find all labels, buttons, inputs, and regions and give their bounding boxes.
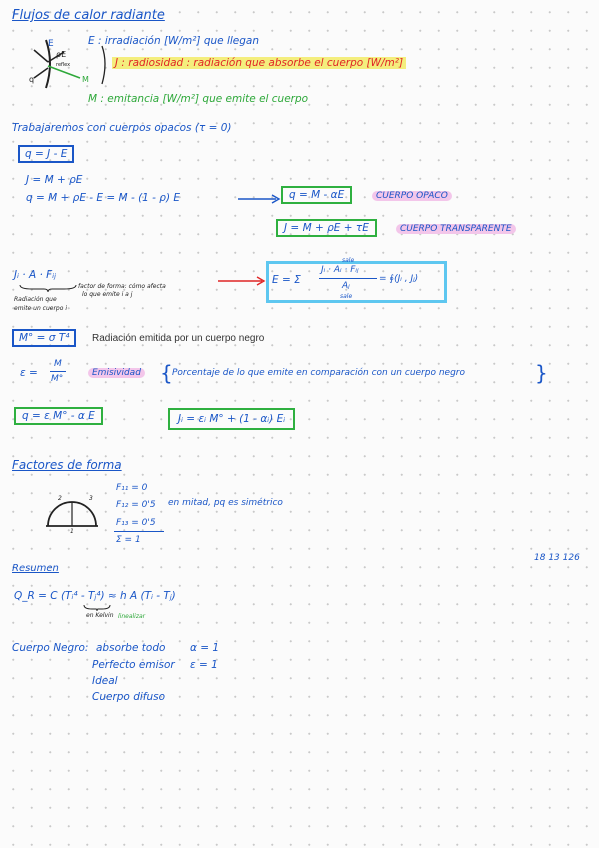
blackbody-list-label: Cuerpo Negro:	[12, 642, 89, 654]
J-transparent: J = M + ρE + τE	[276, 219, 377, 237]
diagram-label-q: q	[29, 75, 35, 84]
emiss-den: M°	[51, 374, 64, 384]
E-sum: E = Σ	[272, 274, 301, 286]
region-label-1: 1	[70, 528, 74, 535]
under-denominator: sale	[340, 293, 353, 300]
opaque-tag: CUERPO OPACO	[372, 191, 452, 201]
brace-open-icon: {	[160, 361, 173, 385]
factor-sum: Σ = 1	[116, 535, 141, 545]
emittance-def: M : emitancia [W/m²] que emite el cuerpo	[88, 93, 309, 105]
summary-heading: Resumen	[12, 563, 59, 574]
over-numerator: sale	[342, 257, 355, 264]
blackbody-item-1: absorbe todo	[96, 642, 166, 654]
arrow-icon	[236, 193, 282, 205]
fraction-bar	[319, 278, 377, 279]
emissivity-description: Porcentaje de lo que emite en comparación con un cuerpo negro	[172, 368, 465, 378]
view-note-4: emite un cuerpo i	[14, 305, 67, 312]
sum-denominator: Aⱼ	[342, 281, 350, 291]
page-title: Flujos de calor radiante	[12, 8, 165, 23]
radiosity-def	[112, 57, 406, 69]
brace-icon	[18, 284, 78, 292]
view-factor-box	[266, 257, 447, 303]
region-label-2: 2	[58, 495, 62, 502]
blackbody-formula: M° = σ T⁴	[12, 329, 76, 347]
underbrace-icon	[82, 604, 112, 612]
view-rhs: = ∮(Jᵢ , Jⱼ)	[379, 274, 419, 284]
diagram-label-rhoE: ρE	[56, 50, 67, 59]
brace-close-icon: }	[535, 361, 548, 385]
q-definition: q = J - E	[18, 145, 74, 163]
emiss-bar	[50, 371, 66, 372]
blackbody-value-2: ε = 1	[190, 659, 218, 671]
irradiation-def: E : irradiación [W/m²] que llegan	[88, 35, 260, 47]
q-opaque: q = M - αE	[281, 186, 352, 204]
view-note-2: lo que emite i a j	[82, 291, 133, 298]
diagram-label-M: M	[82, 75, 89, 84]
J-final: Jᵢ = εᵢ M° + (1 - αᵢ) Eᵢ	[168, 408, 295, 430]
view-note-3: Radiación que	[14, 296, 57, 303]
region-label-3: 3	[89, 495, 93, 502]
emissivity-eq: ε =	[20, 367, 38, 379]
reference-number: 18 13 126	[534, 553, 580, 563]
radiosity-text: J : radiosidad : radiación que absorbe el cuerpo [W/m²]	[112, 57, 406, 69]
transparent-tag: CUERPO TRANSPARENTE	[396, 224, 516, 234]
view-note-1: factor de forma: cómo afecta	[78, 283, 166, 290]
radiation-diagram	[24, 38, 114, 98]
summary-note-kelvin: en Kelvin	[86, 612, 114, 619]
factor-f11: F₁₁ = 0	[116, 483, 148, 493]
factor-f13: F₁₃ = 0'5	[116, 518, 156, 528]
diagram-label-refl: reflex	[56, 62, 71, 68]
q-final: q = ε M° - α E	[14, 407, 103, 425]
sum-line	[114, 531, 164, 532]
emissivity-tag: Emisividad	[88, 368, 145, 378]
blackbody-item-4: Cuerpo difuso	[92, 691, 166, 703]
blackbody-item-2: Perfecto emisor	[92, 659, 175, 671]
summary-note-linearize: linealizar	[118, 613, 146, 620]
sum-numerator: Jᵢ · Aᵢ · Fᵢⱼ	[321, 265, 359, 275]
factors-heading: Factores de forma	[12, 458, 122, 472]
blackbody-caption: Radiación emitida por un cuerpo negro	[92, 333, 265, 344]
opaque-heading: Trabajaremos con cuerpos opacos (τ = 0)	[12, 122, 232, 134]
q-expansion: q = M + ρE - E = M - (1 - ρ) E	[26, 192, 181, 204]
diagram-label-E: E	[48, 39, 54, 49]
emiss-num: M	[54, 359, 62, 369]
view-lhs: Jᵢ · A · Fᵢⱼ	[14, 269, 56, 281]
summary-formula: Q_R = C (Tᵢ⁴ - Tⱼ⁴) ≈ h A (Tᵢ - Tⱼ)	[14, 590, 176, 602]
blackbody-value-1: α = 1	[190, 642, 220, 654]
factor-f12-note: en mitad, pq es simétrico	[168, 498, 283, 508]
blackbody-item-3: Ideal	[92, 675, 118, 687]
J-equation: J = M + ρE	[26, 174, 83, 186]
red-arrow-icon	[216, 275, 268, 287]
factor-f12: F₁₂ = 0'5	[116, 500, 156, 510]
